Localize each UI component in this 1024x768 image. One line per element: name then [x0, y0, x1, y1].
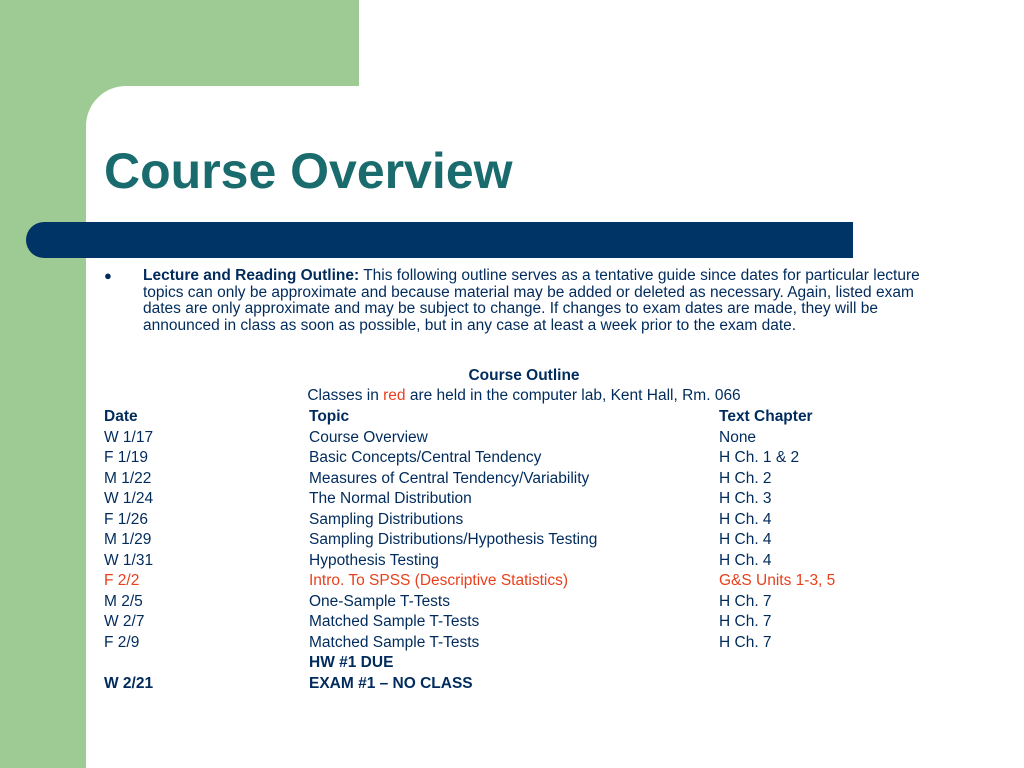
cell-date: F 1/26: [104, 510, 148, 528]
cell-date: F 2/2: [104, 572, 140, 589]
cell-date: F 1/19: [104, 449, 148, 466]
cell-chapter: H Ch. 2: [719, 469, 772, 487]
cell-topic: Hypothesis Testing: [309, 551, 439, 569]
cell-date: F 2/9: [104, 633, 140, 651]
cell-topic: Basic Concepts/Central Tendency: [309, 449, 542, 466]
cell-chapter: H Ch. 1 & 2: [719, 449, 800, 466]
outline-sub-red: red: [383, 387, 406, 404]
table-row: [104, 633, 924, 654]
cell-chapter: H Ch. 7: [719, 592, 772, 610]
cell-date: M 1/29: [104, 531, 152, 548]
cell-topic: Course Overview: [309, 428, 428, 446]
header-chapter: Text Chapter: [719, 408, 813, 425]
outline-title: Course Outline: [468, 367, 580, 384]
cell-chapter: H Ch. 7: [719, 613, 772, 630]
bullet-dot-icon: ●: [104, 268, 112, 283]
table-row: [104, 428, 924, 449]
cell-date: W 1/24: [104, 490, 154, 507]
bullet-text: [143, 268, 944, 334]
table-row: [104, 551, 924, 572]
schedule-table: [104, 407, 924, 694]
cell-date: W 2/21: [104, 674, 154, 692]
cell-chapter: G&S Units 1-3, 5: [719, 572, 836, 589]
cell-topic: Matched Sample T-Tests: [309, 613, 480, 630]
cell-topic: Sampling Distributions/Hypothesis Testing: [309, 531, 598, 548]
cell-chapter: H Ch. 7: [719, 633, 772, 651]
cell-date: W 1/17: [104, 428, 154, 446]
cell-topic: Sampling Distributions: [309, 510, 464, 528]
header-date: Date: [104, 408, 138, 425]
cell-topic: One-Sample T-Tests: [309, 592, 450, 610]
cell-date: M 1/22: [104, 469, 152, 487]
table-row: [104, 612, 924, 633]
table-row-lab: [104, 571, 924, 592]
cell-topic: Matched Sample T-Tests: [309, 633, 480, 651]
cell-chapter: H Ch. 4: [719, 531, 772, 548]
header-topic: Topic: [309, 408, 350, 425]
cell-topic: Intro. To SPSS (Descriptive Statistics): [309, 572, 568, 589]
cell-topic: The Normal Distribution: [309, 490, 472, 507]
cell-topic: HW #1 DUE: [309, 654, 394, 671]
bullet-body: This following outline serves as a tentative guide since dates for particular lecture topics can only be approximate and because material may be added or deleted as necessary. Again, listed exam dates are only approximate and may be subject to change. If changes to exam dates are made, they will be announced in class as soon as possible, but in any case at least a week prior to the exam date.: [143, 267, 920, 334]
cell-date: W 1/31: [104, 551, 154, 569]
bullet-lead: Lecture and Reading Outline:: [143, 267, 360, 284]
table-row: [104, 489, 924, 510]
outline-sub-before: Classes in: [307, 387, 384, 404]
slide-title: Course Overview: [104, 143, 513, 199]
cell-chapter: H Ch. 4: [719, 510, 772, 528]
title-underline-bar: [26, 222, 853, 258]
cell-date: M 2/5: [104, 592, 143, 610]
cell-chapter: None: [719, 428, 757, 446]
cell-chapter: H Ch. 3: [719, 490, 772, 507]
cell-chapter: H Ch. 4: [719, 551, 772, 569]
table-row-homework: [104, 653, 924, 674]
bullet-paragraph: [104, 268, 944, 334]
cell-date: W 2/7: [104, 613, 145, 630]
outline-subtitle: [0, 387, 1024, 405]
table-row: [104, 592, 924, 613]
table-row: [104, 448, 924, 469]
table-row: [104, 469, 924, 490]
table-row-exam: [104, 674, 924, 695]
table-row: [104, 510, 924, 531]
outline-sub-after: are held in the computer lab, Kent Hall, Rm. 066: [405, 387, 741, 404]
table-row: [104, 530, 924, 551]
table-header-row: [104, 407, 924, 428]
cell-topic: Measures of Central Tendency/Variability: [309, 469, 590, 487]
cell-topic: EXAM #1 – NO CLASS: [309, 674, 473, 692]
